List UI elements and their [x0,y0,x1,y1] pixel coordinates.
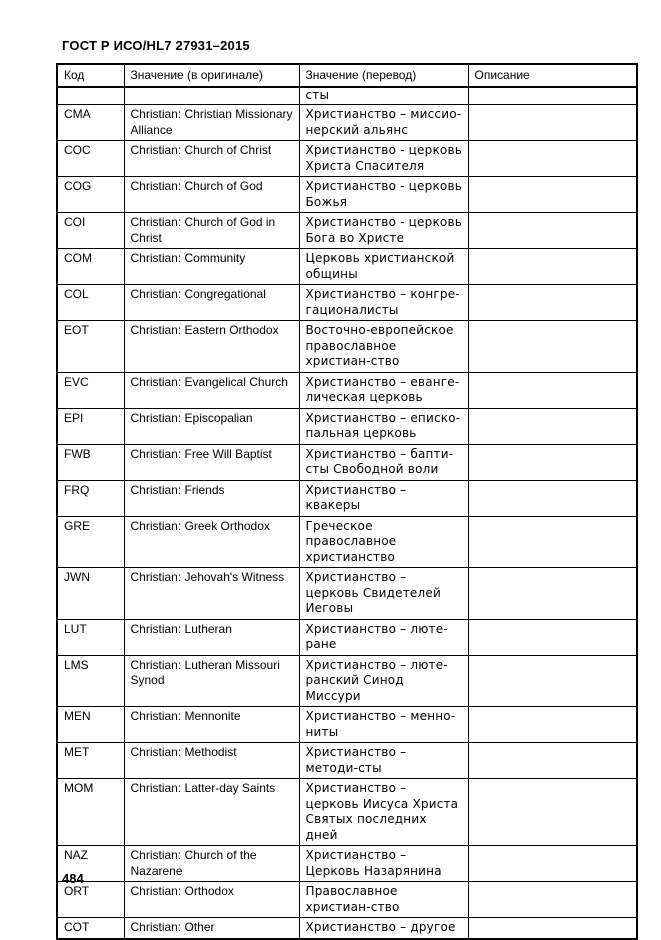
cell-original: Christian: Congregational [124,285,299,321]
cell-description [468,249,637,285]
cell-original: Christian: Lutheran Missouri Synod [124,655,299,707]
column-header-translation: Значение (перевод) [299,64,468,87]
cell-code: CMA [57,105,124,141]
cell-original: Christian: Orthodox [124,882,299,918]
cell-description [468,177,637,213]
cell-description [468,321,637,373]
cell-translation: Христианство – Церковь Назарянина [299,846,468,882]
table-row [57,372,637,408]
cell-description [468,141,637,177]
cell-translation: Греческое православное христианство [299,516,468,568]
cell-code: LUT [57,619,124,655]
cell-translation: Христианство – менно-ниты [299,707,468,743]
cell-description [468,105,637,141]
cell-code: MET [57,743,124,779]
table-row [57,105,637,141]
table-row [57,619,637,655]
cell-code: EOT [57,321,124,373]
table-row [57,846,637,882]
continuation-row [57,87,637,105]
cell-translation: Христианство – конгре-гационалисты [299,285,468,321]
table-row [57,516,637,568]
cell-translation: Христианство – люте-ранский Синод Миссури [299,655,468,707]
cell-translation: Христианство – церковь Иисуса Христа Святых последних дней [299,779,468,846]
table-row [57,141,637,177]
cell-description [468,285,637,321]
cell-original: Christian: Other [124,918,299,939]
cell-translation: Христианство – церковь Свидетелей Иеговы [299,568,468,620]
cell-original: Christian: Jehovah's Witness [124,568,299,620]
table-row [57,285,637,321]
cell-original: Christian: Greek Orthodox [124,516,299,568]
cell-translation: Христианство – еванге-лическая церковь [299,372,468,408]
cell-code: EVC [57,372,124,408]
cell-original: Christian: Christian Missionary Alliance [124,105,299,141]
cell-code: COI [57,213,124,249]
table-row [57,177,637,213]
cell-code: FRQ [57,480,124,516]
cell-translation: Христианство – еписко-пальная церковь [299,408,468,444]
cell-code: COG [57,177,124,213]
table-row [57,743,637,779]
cell-code: NAZ [57,846,124,882]
cell-description [468,516,637,568]
cell-translation: Христианство – другое [299,918,468,939]
cell-original: Christian: Lutheran [124,619,299,655]
cell-description [468,743,637,779]
table-row [57,408,637,444]
cell-original: Christian: Eastern Orthodox [124,321,299,373]
cell-description [468,779,637,846]
cell-description [468,372,637,408]
cell-translation: сты [299,87,468,105]
cell-description [468,213,637,249]
cell-original: Christian: Community [124,249,299,285]
cell-translation: Христианство - церковь Христа Спасителя [299,141,468,177]
cell-description [468,619,637,655]
table-row [57,568,637,620]
cell-code: FWB [57,444,124,480]
cell-translation: Восточно-европейское православное христиан-ство [299,321,468,373]
cell-code: EPI [57,408,124,444]
cell-original: Christian: Church of the Nazarene [124,846,299,882]
cell-description [468,846,637,882]
cell-original: Christian: Evangelical Church [124,372,299,408]
table-row [57,707,637,743]
cell-description [468,444,637,480]
cell-description [468,918,637,939]
cell-code: LMS [57,655,124,707]
table-header-row [57,64,637,87]
cell-original: Christian: Church of God [124,177,299,213]
religion-codes-table [56,63,638,940]
cell-original: Christian: Church of Christ [124,141,299,177]
cell-description [468,480,637,516]
cell-original [124,87,299,105]
table-row [57,249,637,285]
cell-original: Christian: Free Will Baptist [124,444,299,480]
table-row [57,655,637,707]
cell-code: COT [57,918,124,939]
cell-description [468,568,637,620]
cell-code: COC [57,141,124,177]
cell-translation: Христианство – методи-сты [299,743,468,779]
cell-original: Christian: Methodist [124,743,299,779]
cell-code [57,87,124,105]
column-header-code: Код [57,64,124,87]
table-row [57,918,637,939]
table-row [57,444,637,480]
table-row [57,882,637,918]
cell-original: Christian: Church of God in Christ [124,213,299,249]
cell-translation: Христианство – бапти-сты Свободной воли [299,444,468,480]
cell-description [468,655,637,707]
cell-code: ORT [57,882,124,918]
cell-code: JWN [57,568,124,620]
table-row [57,779,637,846]
cell-original: Christian: Latter-day Saints [124,779,299,846]
cell-original: Christian: Mennonite [124,707,299,743]
cell-description [468,408,637,444]
cell-translation: Христианство – миссио-нерский альянс [299,105,468,141]
table-row [57,321,637,373]
cell-translation: Христианство – люте-ране [299,619,468,655]
column-header-description: Описание [468,64,637,87]
cell-description [468,707,637,743]
table-row [57,213,637,249]
cell-code: COM [57,249,124,285]
cell-code: GRE [57,516,124,568]
cell-translation: Христианство – квакеры [299,480,468,516]
cell-translation: Православное христиан-ство [299,882,468,918]
cell-description [468,882,637,918]
page-number: 484 [62,871,84,886]
cell-code: MOM [57,779,124,846]
cell-description [468,87,637,105]
cell-code: COL [57,285,124,321]
cell-code: MEN [57,707,124,743]
cell-original: Christian: Friends [124,480,299,516]
column-header-original: Значение (в оригинале) [124,64,299,87]
document-header: ГОСТ Р ИСО/HL7 27931–2015 [62,38,250,53]
cell-original: Christian: Episcopalian [124,408,299,444]
cell-translation: Христианство - церковь Божья [299,177,468,213]
cell-translation: Церковь христианской общины [299,249,468,285]
cell-translation: Христианство - церковь Бога во Христе [299,213,468,249]
table-row [57,480,637,516]
